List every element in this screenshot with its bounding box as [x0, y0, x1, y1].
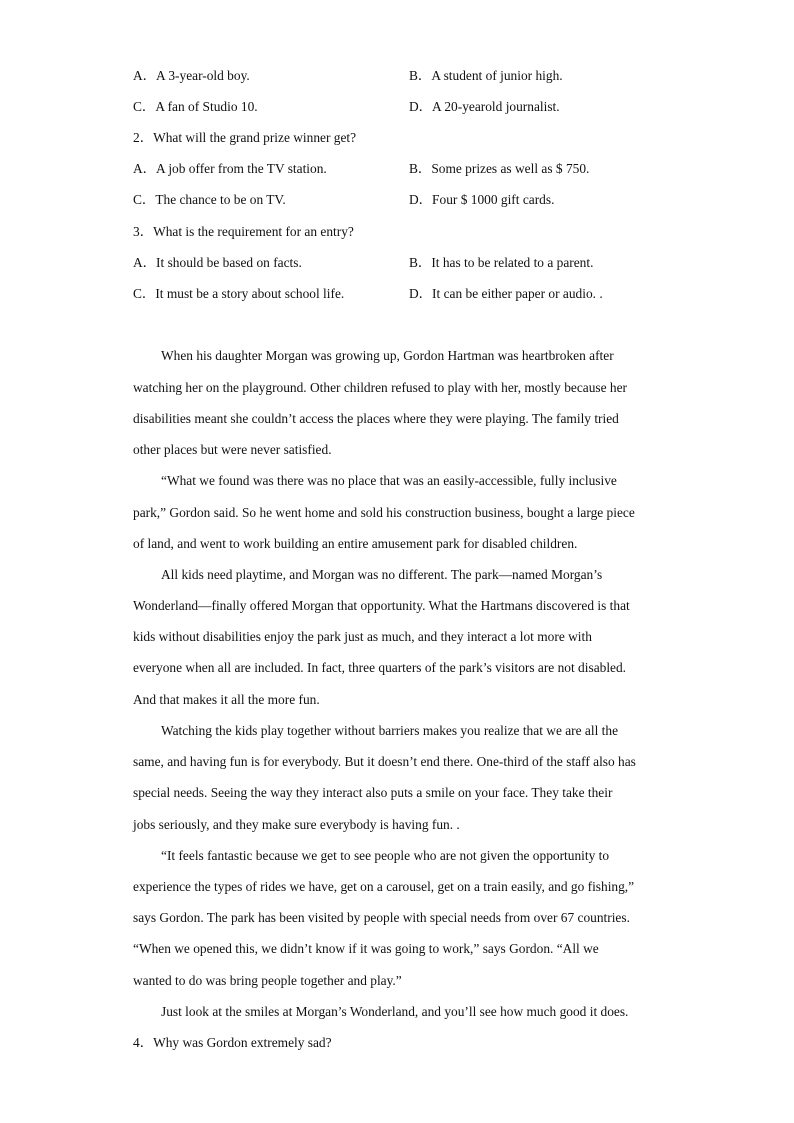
passage-line: jobs seriously, and they make sure everybody is having fun. .: [133, 817, 460, 832]
q1-option-d: D．A 20-yearold journalist.: [409, 99, 560, 114]
passage-line: Wonderland—finally offered Morgan that opportunity. What the Hartmans discovered is that: [133, 598, 630, 613]
q1-option-b: B．A student of junior high.: [409, 68, 563, 83]
q1-option-a: A．A 3-year-old boy.: [133, 68, 250, 83]
passage-line: of land, and went to work building an entire amusement park for disabled children.: [133, 536, 578, 551]
passage-line: disabilities meant she couldn’t access the places where they were playing. The family tried: [133, 411, 619, 426]
passage-line: wanted to do was bring people together and play.”: [133, 973, 402, 988]
q3-option-b: B．It has to be related to a parent.: [409, 255, 594, 270]
passage-line: says Gordon. The park has been visited by people with special needs from over 67 countries.: [133, 910, 630, 925]
passage-line: same, and having fun is for everybody. But it doesn’t end there. One-third of the staff also has: [133, 754, 636, 769]
passage-line: special needs. Seeing the way they interact also puts a smile on your face. They take their: [133, 785, 613, 800]
q1-option-c: C．A fan of Studio 10.: [133, 99, 258, 114]
q3-option-c: C．It must be a story about school life.: [133, 286, 345, 301]
passage-line: other places but were never satisfied.: [133, 442, 332, 457]
q2-option-b: B．Some prizes as well as $ 750.: [409, 161, 590, 176]
q3-option-d: D．It can be either paper or audio. .: [409, 286, 603, 301]
passage-line: And that makes it all the more fun.: [133, 692, 320, 707]
q4-stem: 4．Why was Gordon extremely sad?: [133, 1035, 332, 1050]
passage-line: Just look at the smiles at Morgan’s Wonderland, and you’ll see how much good it does.: [161, 1004, 629, 1019]
q2-stem: 2．What will the grand prize winner get?: [133, 130, 357, 145]
passage-line: experience the types of rides we have, get on a carousel, get on a train easily, and go fishing,”: [133, 879, 635, 894]
q2-option-a: A．A job offer from the TV station.: [133, 161, 327, 176]
passage-line: “When we opened this, we didn’t know if it was going to work,” says Gordon. “All we: [133, 941, 599, 956]
passage-line: Watching the kids play together without barriers makes you realize that we are all the: [161, 723, 619, 738]
passage-line: park,” Gordon said. So he went home and sold his construction business, bought a large piece: [133, 505, 635, 520]
passage-line: All kids need playtime, and Morgan was no different. The park—named Morgan’s: [161, 567, 603, 582]
q3-option-a: A．It should be based on facts.: [133, 255, 302, 270]
q2-option-c: C．The chance to be on TV.: [133, 192, 286, 207]
passage-line: “It feels fantastic because we get to see people who are not given the opportunity to: [161, 848, 610, 863]
passage-line: watching her on the playground. Other children refused to play with her, mostly because her: [133, 380, 628, 395]
q2-option-d: D．Four $ 1000 gift cards.: [409, 192, 555, 207]
passage-line: When his daughter Morgan was growing up, Gordon Hartman was heartbroken after: [161, 348, 614, 363]
passage-line: kids without disabilities enjoy the park just as much, and they interact a lot more with: [133, 629, 592, 644]
passage-line: “What we found was there was no place that was an easily-accessible, fully inclusive: [161, 473, 617, 488]
q3-stem: 3．What is the requirement for an entry?: [133, 224, 354, 239]
passage-line: everyone when all are included. In fact, three quarters of the park’s visitors are not disabled.: [133, 660, 627, 675]
